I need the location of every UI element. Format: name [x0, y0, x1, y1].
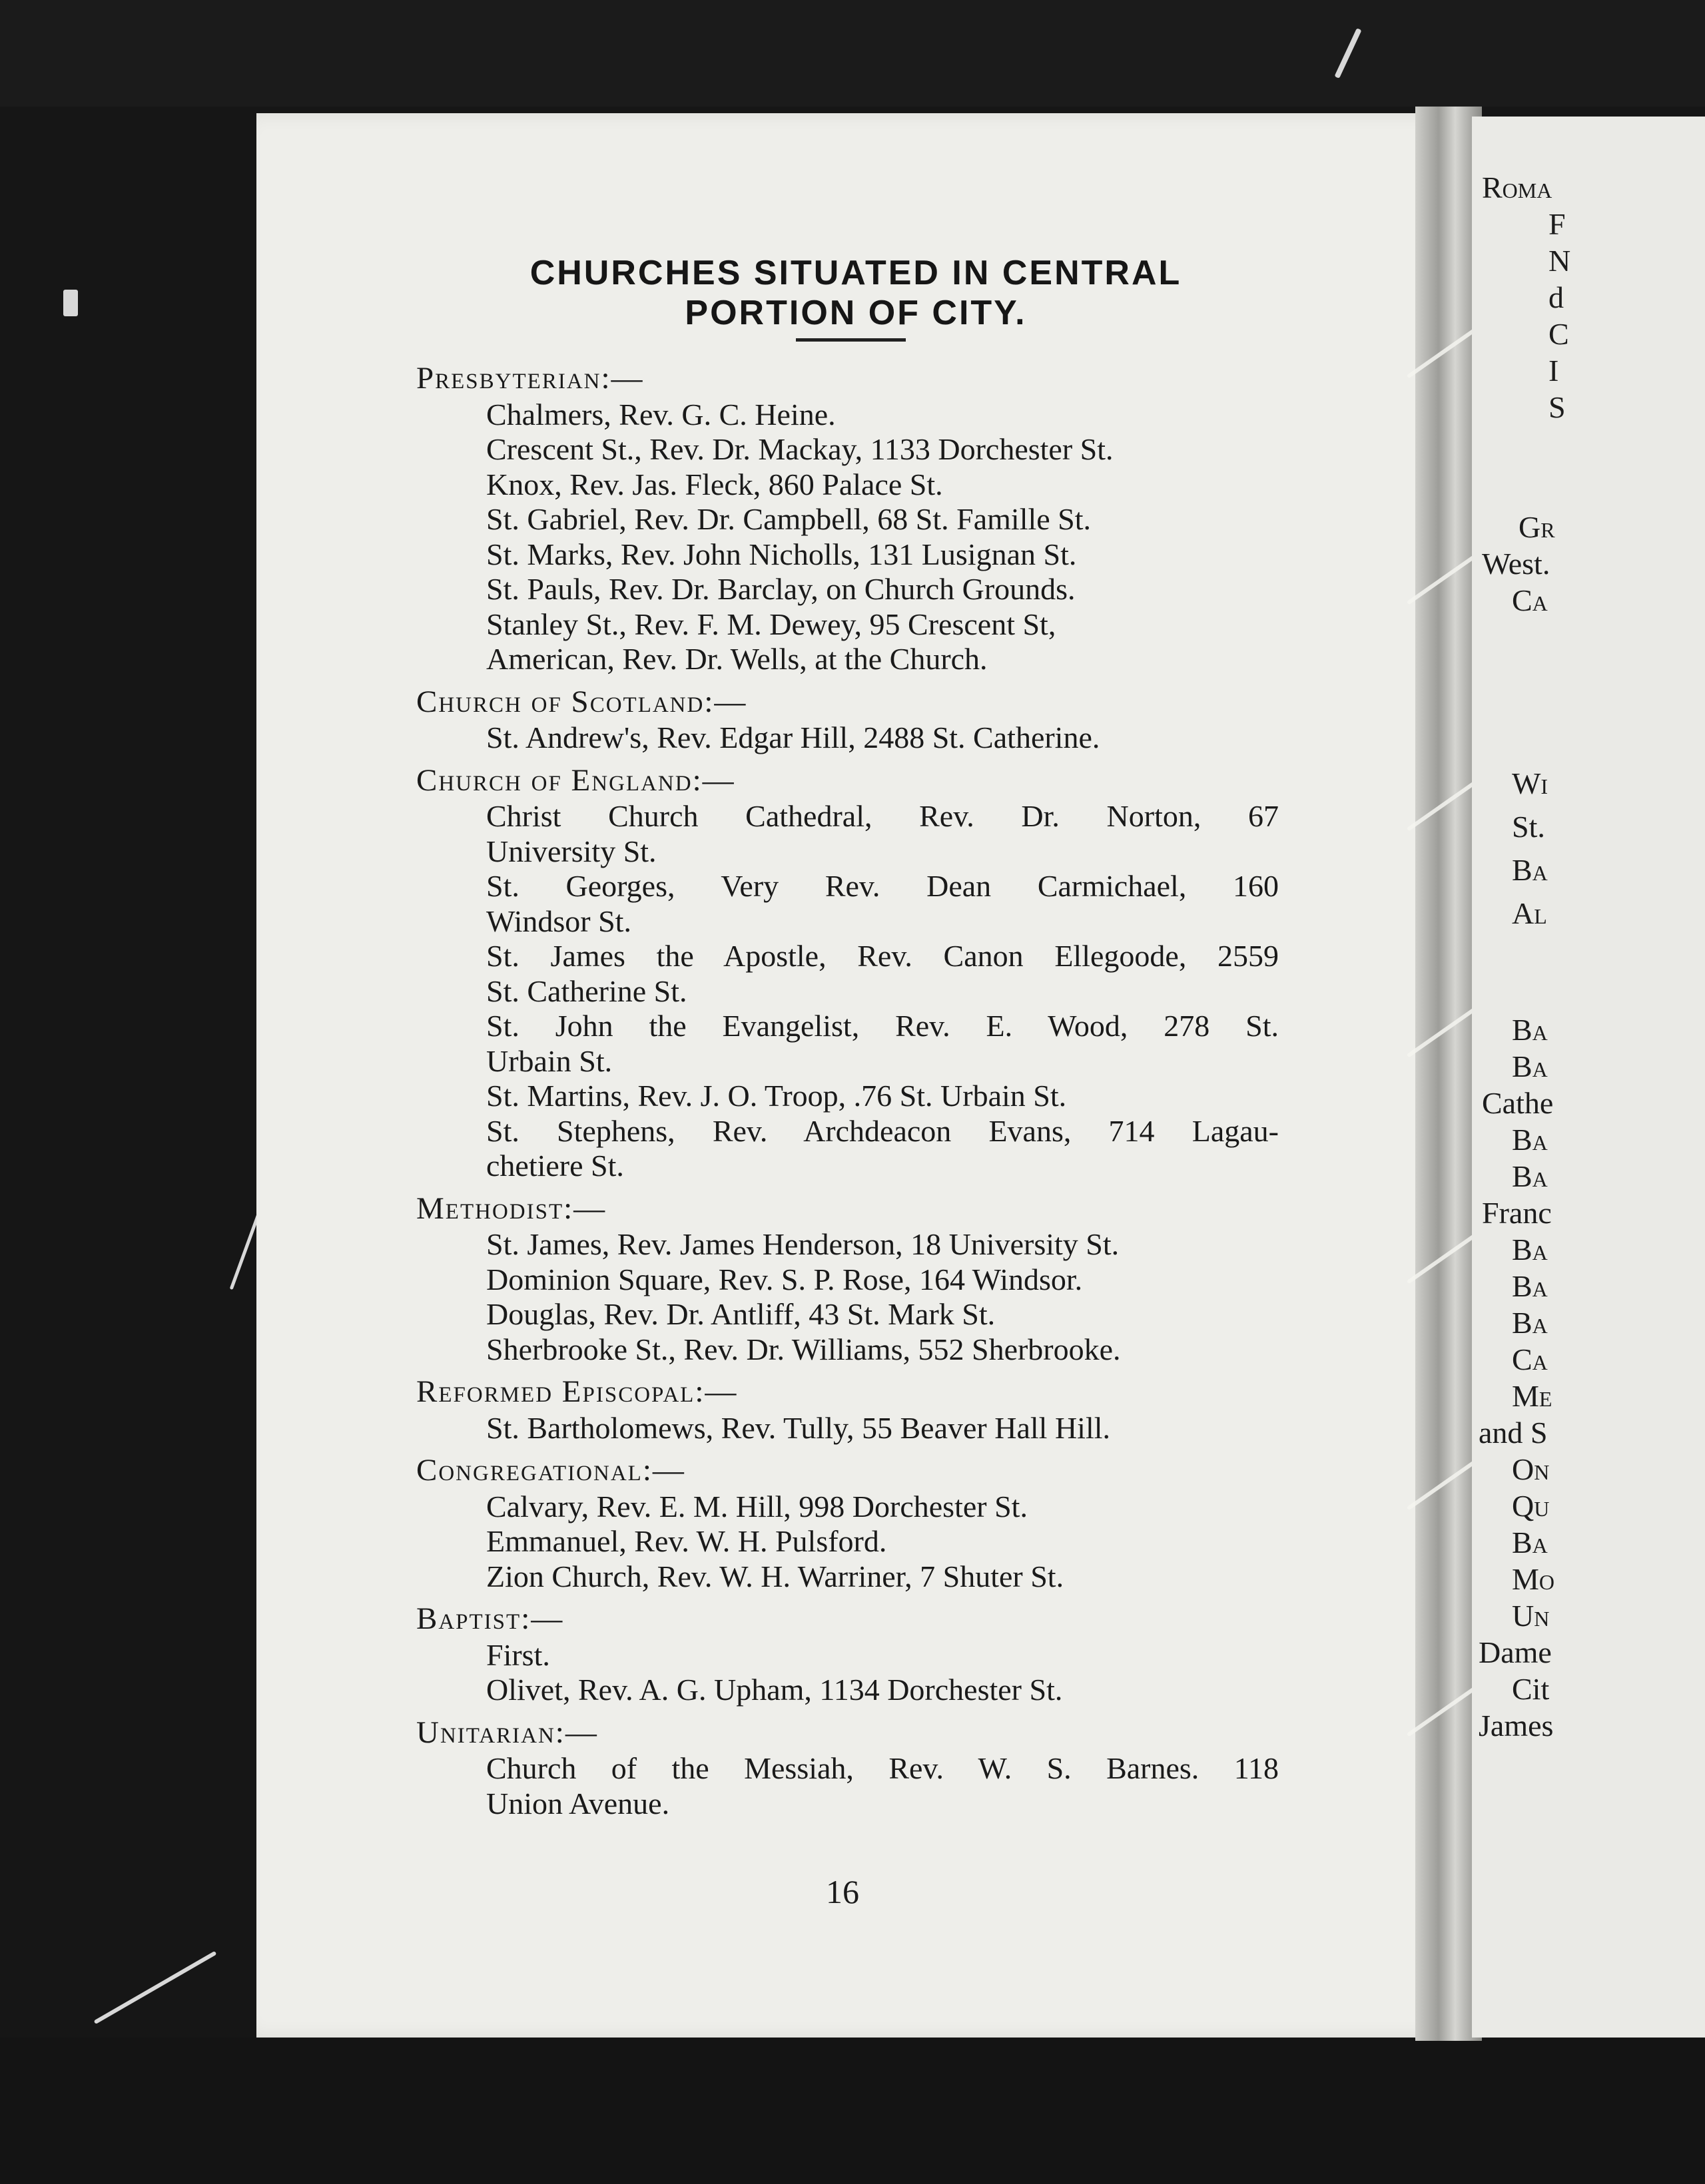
denomination-heading: Congregational:—	[416, 1453, 685, 1488]
right-page-text-fragment: Ba	[1512, 853, 1548, 887]
right-page-text-fragment: Ba	[1512, 1306, 1548, 1340]
right-page-text-fragment: Qu	[1512, 1489, 1550, 1523]
denomination-heading: Presbyterian:—	[416, 361, 644, 396]
church-entry-line: Calvary, Rev. E. M. Hill, 998 Dorchester St.	[486, 1489, 1028, 1523]
right-page-text-fragment: Cit	[1512, 1672, 1550, 1706]
page-title-line-2: PORTION OF CITY.	[685, 294, 1027, 332]
church-entry-line: American, Rev. Dr. Wells, at the Church.	[486, 642, 988, 676]
church-entry-line: St. Catherine St.	[486, 973, 687, 1008]
title-divider	[796, 338, 906, 342]
church-entry-line: Christ Church Cathedral, Rev. Dr. Norton, 67	[486, 799, 1279, 833]
right-page-text-fragment: and S	[1479, 1416, 1548, 1450]
church-entry-line: St. Bartholomews, Rev. Tully, 55 Beaver Hall Hill.	[486, 1410, 1111, 1445]
right-page-text-fragment: S	[1548, 390, 1566, 424]
church-entry-line: Sherbrooke St., Rev. Dr. Williams, 552 Sherbrooke.	[486, 1332, 1121, 1366]
denomination-heading: Church of Scotland:—	[416, 684, 747, 719]
church-entry-line: Crescent St., Rev. Dr. Mackay, 1133 Dorchester St.	[486, 432, 1114, 466]
church-entry-line: Dominion Square, Rev. S. P. Rose, 164 Windsor.	[486, 1262, 1083, 1296]
right-page-text-fragment: On	[1512, 1452, 1550, 1486]
film-frame-top	[0, 0, 1705, 107]
right-page-text-fragment: St.	[1512, 810, 1545, 844]
film-scratch	[94, 1951, 217, 2024]
church-entry-line: Chalmers, Rev. G. C. Heine.	[486, 397, 836, 431]
right-page-text-fragment: Mo	[1512, 1562, 1555, 1596]
right-page-text-fragment: Wi	[1512, 766, 1548, 800]
church-entry-line: First.	[486, 1637, 550, 1672]
church-entry-line: St. Andrew's, Rev. Edgar Hill, 2488 St. Catherine.	[486, 720, 1100, 754]
church-entry-line: St. Martins, Rev. J. O. Troop, .76 St. Urbain St.	[486, 1079, 1067, 1113]
right-page-text-fragment: Ba	[1512, 1159, 1548, 1193]
right-page-text-fragment: Roma	[1482, 170, 1552, 204]
right-page-text-fragment: Ba	[1512, 1013, 1548, 1047]
church-entry-line: Emmanuel, Rev. W. H. Pulsford.	[486, 1524, 887, 1558]
right-page-text-fragment: F	[1548, 207, 1566, 241]
right-page	[1472, 117, 1705, 2038]
right-page-text-fragment: Ba	[1512, 1123, 1548, 1157]
denomination-heading: Unitarian:—	[416, 1715, 598, 1750]
right-page-text-fragment: West.	[1482, 547, 1550, 581]
right-page-text-fragment: Franc	[1482, 1196, 1552, 1230]
right-page-text-fragment: Ba	[1512, 1049, 1548, 1083]
church-entry-line: Church of the Messiah, Rev. W. S. Barnes. 118	[486, 1751, 1279, 1785]
church-entry-line: St. James, Rev. James Henderson, 18 University St.	[486, 1227, 1120, 1261]
right-page-text-fragment: Me	[1512, 1379, 1552, 1413]
right-page-text-fragment: Ca	[1512, 583, 1548, 617]
right-page-text-fragment: I	[1548, 354, 1559, 388]
right-page-text-fragment: Dame	[1479, 1635, 1552, 1669]
church-entry-line: Knox, Rev. Jas. Fleck, 860 Palace St.	[486, 467, 943, 501]
right-page-text-fragment: C	[1548, 317, 1569, 351]
right-page-text-fragment: d	[1548, 280, 1564, 314]
church-entry-line: St. John the Evangelist, Rev. E. Wood, 278 St.	[486, 1009, 1279, 1043]
film-scratch	[63, 290, 78, 316]
church-entry-line: Douglas, Rev. Dr. Antliff, 43 St. Mark St.	[486, 1297, 996, 1331]
film-scratch	[230, 1214, 260, 1290]
church-entry-line: St. Gabriel, Rev. Dr. Campbell, 68 St. Famille St.	[486, 502, 1092, 536]
film-frame-bottom	[0, 2038, 1705, 2184]
right-page-text-fragment: Al	[1512, 896, 1547, 930]
church-entry-line: Union Avenue.	[486, 1786, 670, 1820]
right-page-text-fragment: Un	[1512, 1599, 1550, 1633]
right-page-text-fragment: Ba	[1512, 1269, 1548, 1303]
church-entry-line: St. Georges, Very Rev. Dean Carmichael, 160	[486, 869, 1279, 903]
denomination-heading: Church of England:—	[416, 762, 735, 798]
church-entry-line: Olivet, Rev. A. G. Upham, 1134 Dorchester St.	[486, 1673, 1063, 1707]
right-page-text-fragment: James	[1479, 1709, 1554, 1743]
right-page-text-fragment: Ba	[1512, 1525, 1548, 1559]
church-entry-line: Stanley St., Rev. F. M. Dewey, 95 Crescent St,	[486, 607, 1056, 641]
right-page-text-fragment: N	[1548, 244, 1571, 278]
church-entry-line: Zion Church, Rev. W. H. Warriner, 7 Shuter St.	[486, 1559, 1064, 1593]
denomination-heading: Reformed Episcopal:—	[416, 1374, 738, 1409]
church-entry-line: University St.	[486, 834, 657, 868]
denomination-heading: Baptist:—	[416, 1601, 564, 1636]
church-entry-line: Windsor St.	[486, 904, 631, 938]
church-entry-line: St. Stephens, Rev. Archdeacon Evans, 714 Lagau-	[486, 1113, 1279, 1148]
right-page-text-fragment: Gr	[1519, 510, 1555, 544]
church-entry-line: chetiere St.	[486, 1149, 624, 1183]
page-title-line-1: CHURCHES SITUATED IN CENTRAL	[529, 254, 1182, 292]
denomination-heading: Methodist:—	[416, 1191, 607, 1226]
right-page-text-fragment: Ba	[1512, 1232, 1548, 1266]
right-page-text-fragment: Cathe	[1482, 1086, 1554, 1120]
church-entry-line: Urbain St.	[486, 1043, 613, 1078]
right-page-text-fragment: Ca	[1512, 1342, 1548, 1376]
page-number: 16	[826, 1873, 859, 1910]
church-entry-line: St. James the Apostle, Rev. Canon Ellegoode, 2559	[486, 939, 1279, 973]
church-entry-line: St. Marks, Rev. John Nicholls, 131 Lusignan St.	[486, 537, 1077, 571]
church-entry-line: St. Pauls, Rev. Dr. Barclay, on Church Grounds.	[486, 572, 1076, 606]
